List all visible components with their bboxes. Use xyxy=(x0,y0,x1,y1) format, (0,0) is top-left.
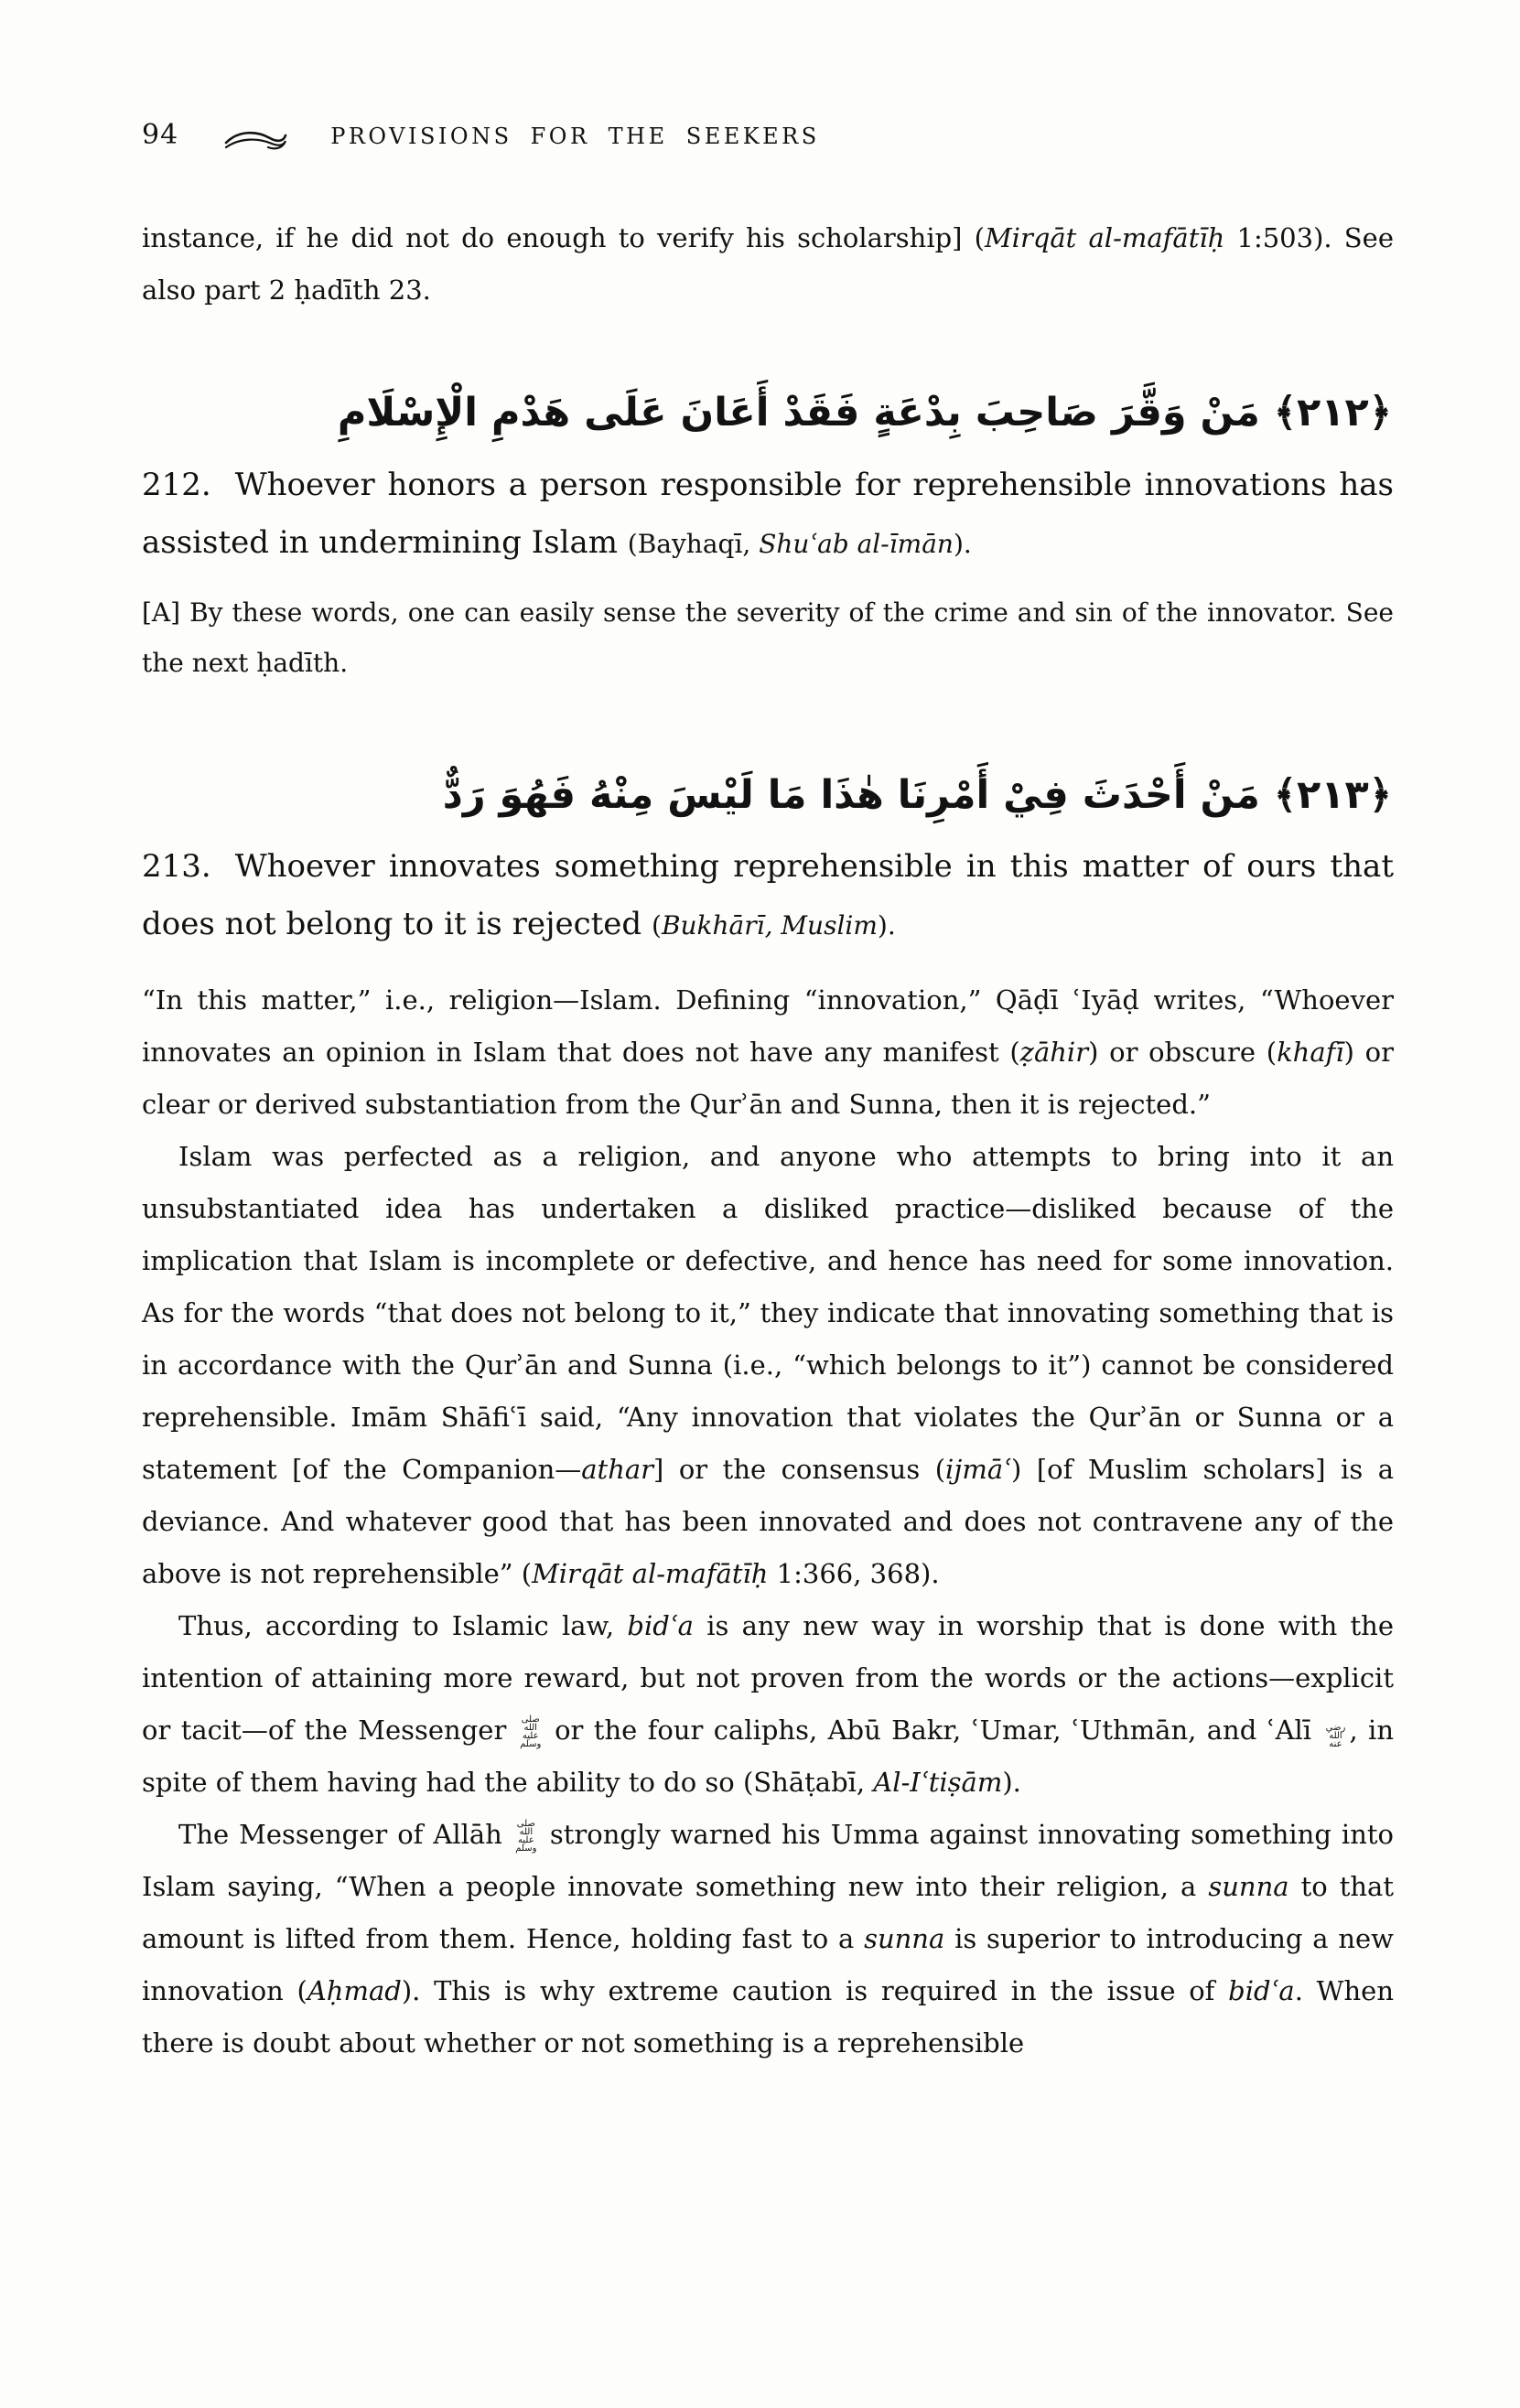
text: or the four caliphs, Abū Bakr, ʿUmar, ʿUthmān, and ʿAlī xyxy=(544,1715,1322,1747)
text: 1:503). See also part 2 ḥadīth 23. xyxy=(142,222,1395,306)
hadith-213-source xyxy=(652,910,896,941)
text: ) or clear or derived substantiation from the Qurʾān and Sunna, then it is rejected.” xyxy=(142,1037,1394,1121)
text: Thus, according to Islamic law, xyxy=(178,1610,628,1642)
italic-text: Mirqāt al-mafātīḥ xyxy=(984,222,1225,253)
text: , in spite of them having had the ability to do so (Shāṭabī, xyxy=(142,1715,1395,1799)
commentary-paragraph xyxy=(142,1809,1394,2069)
honorific-icon: صلى الله عليه وسلم xyxy=(520,1715,542,1750)
commentary-paragraph xyxy=(142,1131,1394,1600)
book-title: PROVISIONS FOR THE SEEKERS xyxy=(330,124,820,149)
text: “In this matter,” i.e., religion—Islam. Defining “innovation,” Qāḍī ʿIyāḍ writes, “Whoever innovates an opinion in Islam that does not have any manifest ( xyxy=(142,984,1394,1069)
text: ) [of Muslim scholars] is a deviance. And whatever good that has been innovated and does not contravene any of the above is not reprehensible” ( xyxy=(142,1454,1394,1590)
italic-text: sunna xyxy=(1208,1871,1289,1903)
text: ] or the consensus ( xyxy=(653,1454,946,1486)
honorific-icon: صلى الله عليه وسلم xyxy=(515,1819,537,1854)
hadith-213-number: 213. xyxy=(142,848,211,886)
text: [A] By these words, one can easily sense the severity of the crime and sin of the innovator. See the next ḥadīth. xyxy=(142,597,1394,678)
text: The Messenger of Allāh xyxy=(178,1819,512,1851)
hadith-212-note xyxy=(142,587,1394,688)
commentary-paragraph xyxy=(142,974,1394,1131)
page-content xyxy=(142,0,1394,2069)
text: instance, if he did not do enough to verify his scholarship] ( xyxy=(142,222,985,253)
hadith-213-arabic: ﴿٢١٣﴾ مَنْ أَحْدَثَ فِيْ أَمْرِنَا هٰذَا مَا لَيْسَ مِنْهُ فَهُوَ رَدٌّ xyxy=(442,771,1392,818)
italic-text: athar xyxy=(581,1454,654,1486)
text: ) or obscure ( xyxy=(1088,1037,1277,1069)
italic-text: sunna xyxy=(864,1923,945,1955)
text: (Bayhaqī, xyxy=(627,528,760,559)
italic-text: Aḥmad xyxy=(307,1975,402,2007)
text: ). xyxy=(877,910,896,941)
text: to that amount is lifted from them. Hence, holding fast to a xyxy=(142,1871,1394,1955)
text: . When there is doubt about whether or not something is a reprehensible xyxy=(142,1975,1394,2059)
text: 1:366, 368). xyxy=(768,1558,940,1590)
italic-text: Bukhārī, Muslim xyxy=(661,910,878,941)
text: ). xyxy=(953,528,972,559)
text: Whoever honors a person responsible for reprehensible innovations has assisted in undermining Islam xyxy=(142,466,1394,561)
hadith-212-number: 212. xyxy=(142,466,211,503)
hadith-212-arabic: ﴿٢١٢﴾ مَنْ وَقَّرَ صَاحِبَ بِدْعَةٍ فَقَدْ أَعَانَ عَلَى هَدْمِ الْإِسْلَامِ xyxy=(337,390,1392,435)
text: ). This is why extreme caution is required in the issue of xyxy=(401,1975,1229,2007)
italic-text: Al-Iʿtiṣām xyxy=(873,1767,1003,1799)
text: Islam was perfected as a religion, and anyone who attempts to bring into it an unsubstantiated idea has undertaken a disliked practice—disliked because of the implication that Islam is incomplete or defective, and hence has need for some innovation. As for the words “that does not belong to it,” they indicate that innovating something that is in accordance with the Qurʾān and Sunna (i.e., “which belongs to it”) cannot be considered reprehensible. Imām Shāfiʿī said, “Any innovation that violates the Qurʾān or Sunna or a statement [of the Companion— xyxy=(142,1141,1394,1486)
hadith-212-source xyxy=(628,529,972,559)
hadith-213-translation xyxy=(142,838,1394,954)
hadith-212-translation xyxy=(142,457,1394,573)
text: ). xyxy=(1002,1767,1021,1799)
swash-ornament-icon xyxy=(222,128,288,163)
intro-paragraph xyxy=(142,212,1394,317)
commentary xyxy=(142,974,1394,2069)
page-number: 94 xyxy=(142,119,179,151)
italic-text: Shuʿab al-īmān xyxy=(759,528,954,559)
text: Whoever innovates something reprehensible in this matter of ours that does not belong to it is rejected xyxy=(142,848,1394,943)
text: is any new way in worship that is done with the intention of attaining more reward, but not proven from the words or the actions—explicit or tacit—of the Messenger xyxy=(142,1610,1394,1747)
italic-text: bidʿa xyxy=(627,1610,694,1642)
italic-text: Mirqāt al-mafātīḥ xyxy=(532,1558,769,1590)
honorific-icon: رضي الله عنه xyxy=(1325,1723,1346,1750)
italic-text: khafī xyxy=(1277,1037,1344,1069)
commentary-paragraph xyxy=(142,1600,1394,1809)
running-header xyxy=(142,0,1394,163)
text: strongly warned his Umma against innovating something into Islam saying, “When a people innovate something new into their religion, a xyxy=(142,1819,1394,1903)
italic-text: bidʿa xyxy=(1228,1975,1295,2007)
text: is superior to introducing a new innovation ( xyxy=(142,1923,1394,2007)
italic-text: ijmāʿ xyxy=(945,1454,1012,1486)
text: ( xyxy=(652,910,662,941)
italic-text: ẓāhir xyxy=(1019,1037,1089,1069)
